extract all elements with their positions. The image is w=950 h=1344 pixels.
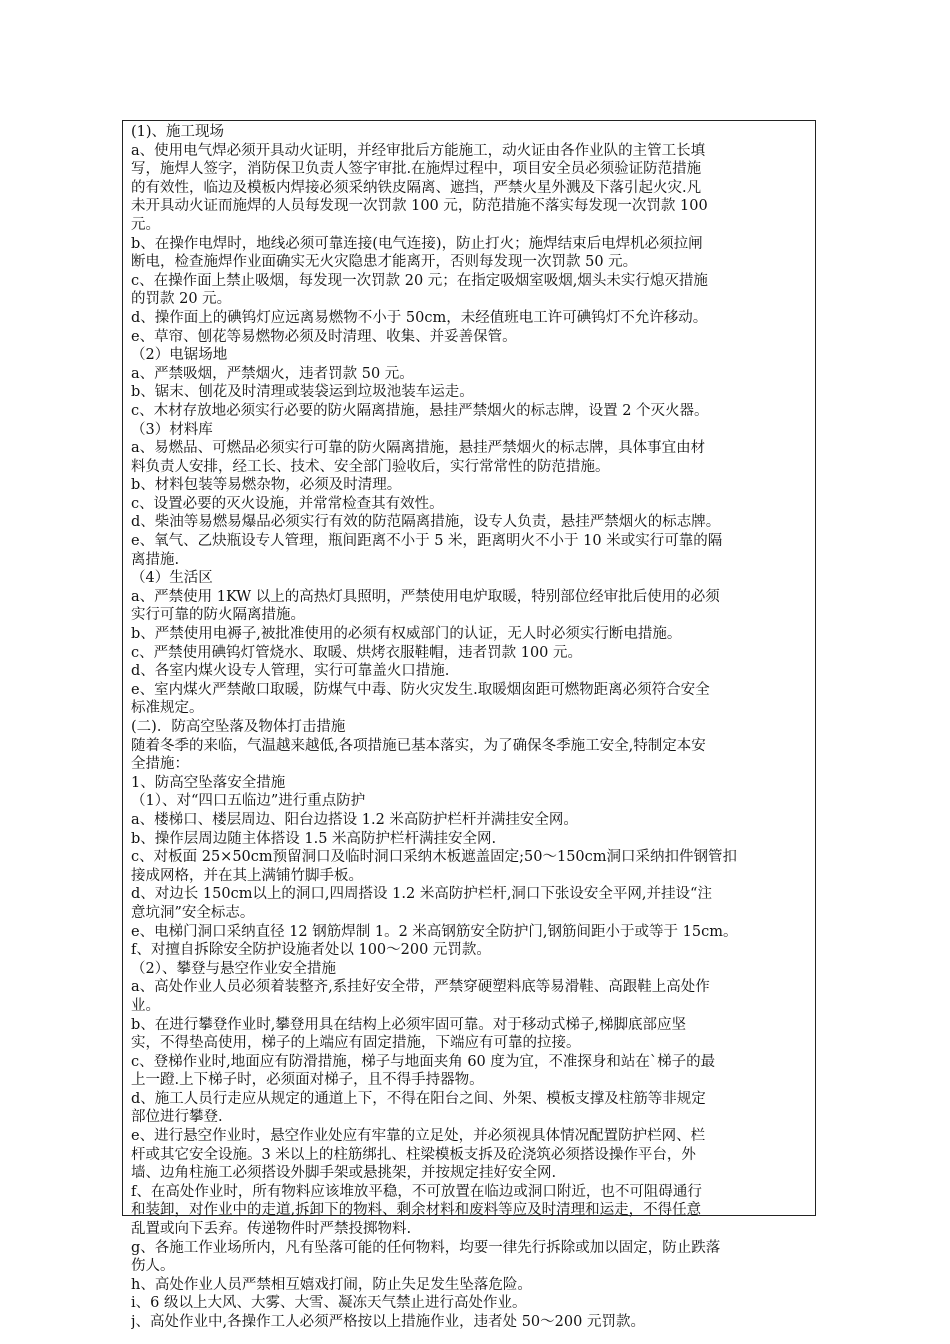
text-line: a、楼梯口、楼层周边、阳台边搭设 1.2 米高防护栏杆并满挂安全网。 (131, 811, 578, 828)
text-line: g、各施工作业场所内，凡有坠落可能的任何物料，均要一律先行拆除或加以固定，防止跌落 (131, 1239, 721, 1256)
text-line: e、电梯门洞口采纳直径 12 钢筋焊制 1。2 米高钢筋安全防护门,钢筋间距小于或等于 15cm。 (131, 923, 738, 940)
text-line: b、在进行攀登作业时,攀登用具在结构上必须牢固可靠。对于移动式梯子,梯脚底部应坚 (131, 1016, 686, 1033)
text-line: e、草帘、刨花等易燃物必须及时清理、收集、并妥善保管。 (131, 328, 517, 345)
text-line: c、严禁使用碘钨灯管烧水、取暖、烘烤衣服鞋帽，违者罚款 100 元。 (131, 644, 583, 661)
text-line: b、材料包装等易燃杂物，必须及时清理。 (131, 477, 402, 494)
text-line: 伤人。 (131, 1258, 175, 1275)
text-line: 业。 (131, 997, 160, 1014)
text-line: 料负责人安排，经工长、技术、安全部门验收后，实行常常性的防范措施。 (131, 458, 610, 475)
text-line: j、高处作业中,各操作工人必须严格按以上措施作业，违者处 50～200 元罚款。 (131, 1314, 645, 1330)
text-line: b、操作层周边随主体搭设 1.5 米高防护栏杆满挂安全网. (131, 830, 497, 847)
text-line: 的罚款 20 元。 (131, 291, 232, 308)
text-line: c、木材存放地必须实行必要的防火隔离措施，悬挂严禁烟火的标志牌，设置 2 个灭火器。 (131, 402, 709, 419)
text-line: i、6 级以上大风、大雾、大雪、凝冻天气禁止进行高处作业。 (131, 1295, 527, 1312)
text-line: d、柴油等易燃易爆品必须实行有效的防范隔离措施，设专人负责，悬挂严禁烟火的标志牌。 (131, 514, 721, 531)
text-line: a、易燃品、可燃品必须实行可靠的防火隔离措施，悬挂严禁烟火的标志牌，具体事宜由材 (131, 440, 706, 457)
text-line: a、严禁使用 1KW 以上的高热灯具照明，严禁使用电炉取暖，特别部位经审批后使用的必须 (131, 588, 720, 605)
text-line: c、设置必要的灭火设施，并常常检查其有效性。 (131, 495, 444, 512)
text-line: b、锯末、刨花及时清理或装袋运到垃圾池装车运走。 (131, 384, 474, 401)
text-line: （3）材料库 (131, 421, 213, 438)
text-line: 上一蹬.上下梯子时，必须面对梯子，且不得手持器物。 (131, 1072, 484, 1089)
text-line: 离措施. (131, 551, 180, 568)
text-line: 写，施焊人签字，消防保卫负责人签字审批.在施焊过程中，项目安全员必须验证防范措施 (131, 161, 702, 178)
text-line: f、对擅自拆除安全防护设施者处以 100～200 元罚款。 (131, 942, 491, 959)
text-line: (1)、施工现场 (131, 124, 225, 140)
text-line: （2）、攀登与悬空作业安全措施 (131, 960, 336, 977)
text-line: （1）、对“四口五临边”进行重点防护 (131, 793, 366, 810)
text-line: (二)．防高空坠落及物体打击措施 (131, 719, 346, 735)
text-line: 实行可靠的防火隔离措施。 (131, 607, 305, 624)
text-line: a、高处作业人员必须着装整齐,系挂好安全带，严禁穿硬塑料底等易滑鞋、高跟鞋上高处作 (131, 979, 710, 996)
text-line: d、对边长 150cm以上的洞口,四周搭设 1.2 米高防护栏杆,洞口下张设安全平网,并挂设“注 (131, 886, 712, 903)
text-line: 墙、边角柱施工必须搭设外脚手架或悬挑架，并按规定挂好安全网. (131, 1165, 557, 1182)
text-line: e、氧气、乙炔瓶设专人管理，瓶间距离不小于 5 米，距离明火不小于 10 米或实行可靠的隔 (131, 533, 723, 550)
text-line: 1、防高空坠落安全措施 (131, 774, 286, 791)
text-line: c、对板面 25×50cm预留洞口及临时洞口采纳木板遮盖固定;50～150cm洞口采纳扣件钢管扣 (131, 849, 738, 866)
text-line: e、进行悬空作业时，悬空作业处应有牢靠的立足处，并必须视具体情况配置防护栏网、栏 (131, 1128, 706, 1145)
text-line: e、室内煤火严禁敞口取暖，防煤气中毒、防火灾发生.取暖烟囱距可燃物距离必须符合安全 (131, 681, 710, 698)
text-line: 断电，检查施焊作业面确实无火灾隐患才能离开，否则每发现一次罚款 50 元。 (131, 254, 638, 271)
text-line: 意坑洞”安全标志。 (131, 904, 255, 921)
text-line: 未开具动火证而施焊的人员每发现一次罚款 100 元，防范措施不落实每发现一次罚款 100 (131, 198, 708, 215)
text-line: （4）生活区 (131, 570, 213, 587)
text-line: h、高处作业人员严禁相互嬉戏打闹，防止失足发生坠落危险。 (131, 1276, 532, 1293)
text-line: （2）电锯场地 (131, 347, 228, 364)
text-line: b、严禁使用电褥子,被批准使用的必须有权威部门的认证，无人时必须实行断电措施。 (131, 626, 682, 643)
text-line: 全措施： (131, 756, 189, 773)
text-line: d、施工人员行走应从规定的通道上下，不得在阳台之间、外架、模板支撑及柱筋等非规定 (131, 1090, 706, 1107)
text-line: d、各室内煤火设专人管理，实行可靠盖火口措施. (131, 663, 450, 680)
text-line: 乱置或向下丢弃。传递物件时严禁投掷物料. (131, 1221, 412, 1238)
text-line: 标准规定。 (131, 700, 204, 717)
text-line: d、操作面上的碘钨灯应远离易燃物不小于 50cm，未经值班电工许可碘钨灯不允许移动。 (131, 309, 708, 326)
text-line: f、在高处作业时，所有物料应该堆放平稳，不可放置在临边或洞口附近，也不可阻碍通行 (131, 1183, 702, 1200)
text-line: 元。 (131, 216, 160, 233)
text-line: 随着冬季的来临，气温越来越低,各项措施已基本落实，为了确保冬季施工安全,特制定本安 (131, 737, 706, 754)
document-body (131, 123, 811, 1332)
text-line: a、严禁吸烟，严禁烟火，违者罚款 50 元。 (131, 365, 414, 382)
text-line: c、在操作面上禁止吸烟，每发现一次罚款 20 元；在指定吸烟室吸烟,烟头未实行熄灭措施 (131, 272, 708, 289)
text-line: 的有效性，临边及模板内焊接必须采纳铁皮隔离、遮挡，严禁火星外溅及下落引起火灾.凡 (131, 179, 702, 196)
text-line: 部位进行攀登. (131, 1109, 223, 1126)
text-line: c、登梯作业时,地面应有防滑措施，梯子与地面夹角 60 度为宜，不准探身和站在`梯子的最 (131, 1053, 716, 1070)
text-line: 实，不得垫高使用，梯子的上端应有固定措施，下端应有可靠的拉接。 (131, 1035, 581, 1052)
text-line: a、使用电气焊必须开具动火证明，并经审批后方能施工，动火证由各作业队的主管工长填 (131, 142, 706, 159)
text-line: 和装卸，对作业中的走道,拆卸下的物料、剩余材料和废料等应及时清理和运走，不得任意 (131, 1202, 702, 1219)
text-line: 接成网格，并在其上满铺竹脚手板。 (131, 867, 363, 884)
text-line: b、在操作电焊时，地线必须可靠连接(电气连接)，防止打火；施焊结束后电焊机必须拉闸 (131, 235, 703, 252)
text-line: 杆或其它安全设施。3 米以上的柱筋绑扎、柱梁模板支拆及砼浇筑必须搭设操作平台，外 (131, 1146, 696, 1163)
